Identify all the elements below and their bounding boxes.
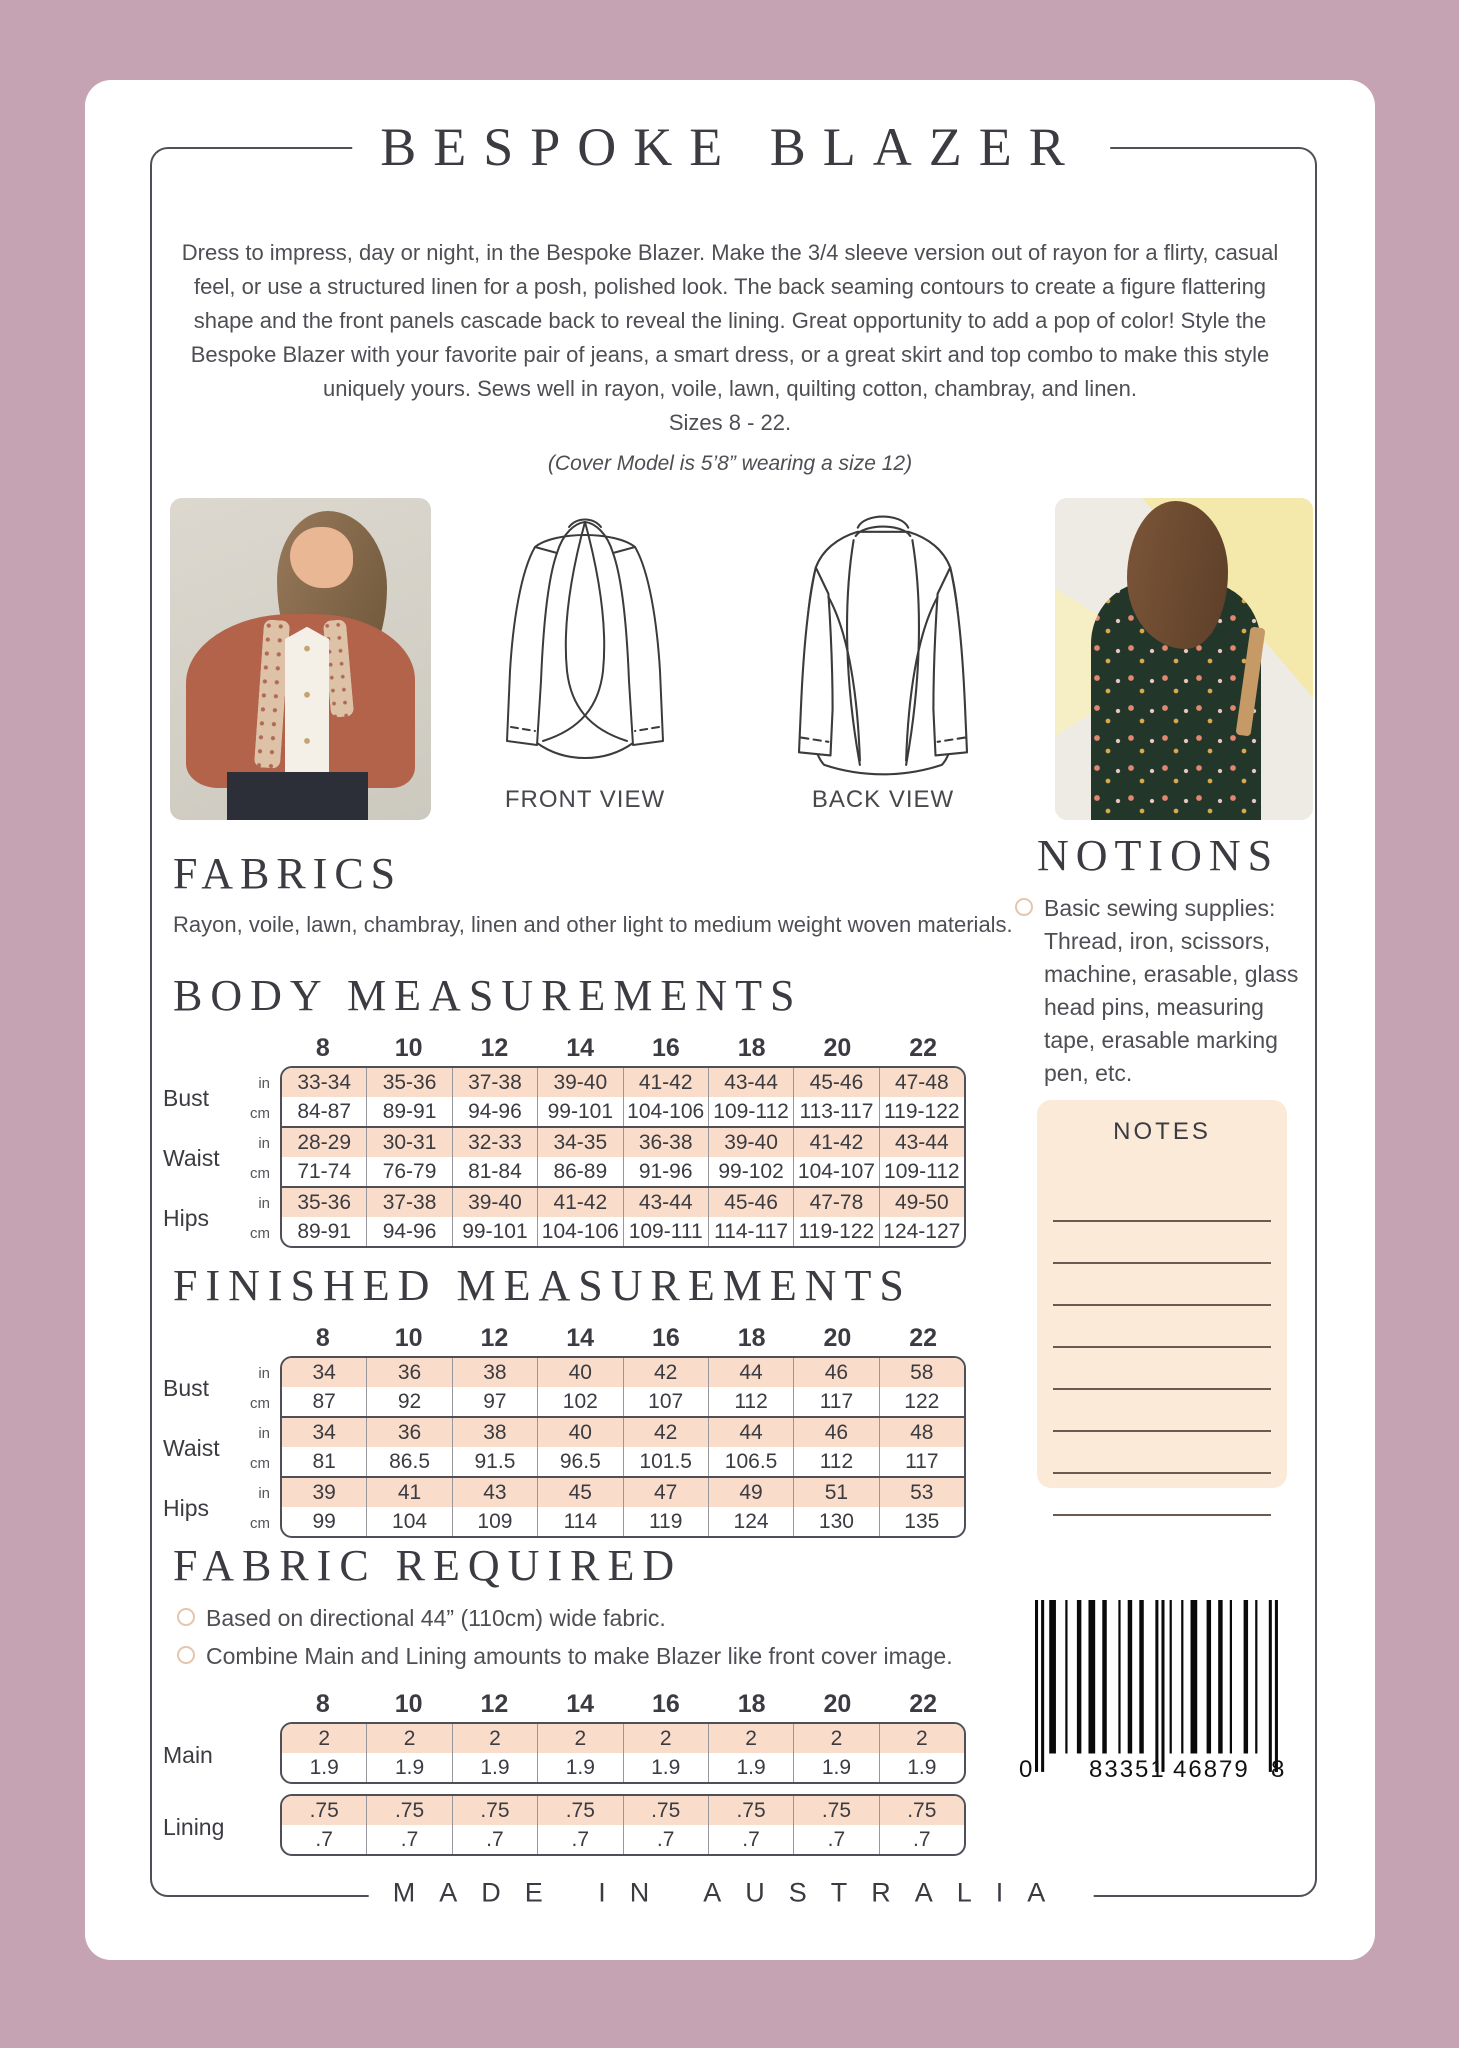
- notes-box: [1037, 1100, 1287, 1488]
- table-cell: 45-46: [793, 1068, 878, 1097]
- table-cell: 1.9: [537, 1753, 622, 1782]
- bullet-circle-icon: [177, 1608, 195, 1626]
- table-cell: .75: [879, 1796, 964, 1825]
- page-title: BESPOKE BLAZER: [352, 116, 1110, 178]
- table-group: [282, 1126, 964, 1186]
- table-cell: 107: [623, 1387, 708, 1416]
- table-cell: 2: [623, 1724, 708, 1753]
- table-cell: 49-50: [879, 1188, 964, 1217]
- table-cell: 106.5: [708, 1447, 793, 1476]
- table-cell: 1.9: [793, 1753, 878, 1782]
- table-group: [282, 1724, 964, 1782]
- table-cell: .7: [623, 1825, 708, 1854]
- table-cell: 41-42: [793, 1128, 878, 1157]
- notes-ruled-line: [1053, 1430, 1271, 1432]
- table-cell: 2: [708, 1724, 793, 1753]
- bullet-circle-icon: [1015, 898, 1033, 916]
- barcode-digits: [1019, 1752, 1285, 1783]
- table-cell: .75: [793, 1796, 878, 1825]
- fabric-required-bullet-1: [177, 1602, 666, 1635]
- row-label-group: [145, 1068, 280, 1128]
- table-cell: 71-74: [297, 1160, 352, 1183]
- table-cell: 2: [537, 1724, 622, 1753]
- table-cell: 112: [793, 1447, 878, 1476]
- size-label: 14: [566, 1033, 595, 1062]
- table-cell: 46: [793, 1418, 878, 1447]
- table-cell: 38: [452, 1358, 537, 1387]
- table-cell: 51: [793, 1478, 878, 1507]
- table-cell: .75: [452, 1796, 537, 1825]
- row-label-group: [145, 1724, 280, 1786]
- table-cell: 91.5: [452, 1447, 537, 1476]
- row-label-group: [145, 1796, 280, 1858]
- table-cell: 114-117: [708, 1217, 793, 1246]
- table-box: [280, 1722, 966, 1784]
- notes-ruled-line: [1053, 1514, 1271, 1516]
- cover-model-note: (Cover Model is 5’8” wearing a size 12): [547, 452, 913, 475]
- table-cell: 43-44: [623, 1188, 708, 1217]
- table-row: [282, 1507, 964, 1536]
- table-cell: 2: [793, 1724, 878, 1753]
- table-group: [282, 1186, 964, 1246]
- notes-ruled-line: [1053, 1388, 1271, 1390]
- table-cell: 2: [366, 1724, 451, 1753]
- size-label: 18: [737, 1323, 766, 1352]
- table-cell: 109: [452, 1507, 537, 1536]
- unit-labels: [250, 1128, 270, 1188]
- row-label: Bust: [163, 1084, 210, 1111]
- table-cell: 40: [537, 1358, 622, 1387]
- table-cell: 35-36: [366, 1068, 451, 1097]
- table-cell: 84-87: [297, 1100, 352, 1123]
- unit-label: cm: [250, 1224, 270, 1242]
- notions-bullet: [1015, 892, 1305, 1090]
- notes-ruled-line: [1053, 1346, 1271, 1348]
- finished-measurements-table: [145, 1320, 966, 1538]
- size-label: 18: [737, 1689, 766, 1718]
- table-cell: 89-91: [366, 1097, 451, 1126]
- front-view-caption: FRONT VIEW: [504, 786, 666, 813]
- bullet-text: Combine Main and Lining amounts to make Blazer like front cover image.: [206, 1643, 953, 1669]
- fabrics-text: Rayon, voile, lawn, chambray, linen and other light to medium weight woven materials.: [173, 912, 1013, 937]
- table-cell: 99: [312, 1510, 336, 1533]
- barcode: [1019, 1600, 1285, 1806]
- notes-ruled-line: [1053, 1220, 1271, 1222]
- table-data: [280, 1320, 966, 1538]
- table-cell: 41-42: [537, 1188, 622, 1217]
- fabrics-heading: FABRICS: [173, 849, 403, 898]
- barcode-digit-right: 8: [1271, 1756, 1285, 1783]
- row-label: Hips: [163, 1494, 210, 1521]
- table-group: [282, 1416, 964, 1476]
- table-cell: .75: [309, 1799, 339, 1822]
- table-cell: 39: [312, 1481, 336, 1504]
- model-photo-front: [170, 498, 431, 820]
- table-cell: 43-44: [708, 1068, 793, 1097]
- table-cell: 86-89: [537, 1157, 622, 1186]
- table-cell: 96.5: [537, 1447, 622, 1476]
- unit-label: cm: [250, 1514, 270, 1532]
- unit-label: cm: [250, 1394, 270, 1412]
- size-label: 22: [909, 1689, 938, 1718]
- table-cell: 112: [708, 1387, 793, 1416]
- size-label: 8: [315, 1323, 330, 1352]
- table-cell: 94-96: [366, 1217, 451, 1246]
- table-cell: 117: [879, 1447, 964, 1476]
- size-label: 22: [909, 1033, 938, 1062]
- size-label: 14: [566, 1689, 595, 1718]
- notes-heading: NOTES: [1113, 1118, 1211, 1145]
- table-cell: 130: [793, 1507, 878, 1536]
- table-cell: 99-101: [452, 1217, 537, 1246]
- table-cell: 76-79: [366, 1157, 451, 1186]
- size-header-row: [280, 1030, 966, 1066]
- table-cell: 135: [879, 1507, 964, 1536]
- finished-measurements-heading: FINISHED MEASUREMENTS: [173, 1261, 912, 1310]
- table-cell: 47-48: [879, 1068, 964, 1097]
- table-cell: .7: [879, 1825, 964, 1854]
- table-row: [282, 1217, 964, 1246]
- unit-labels: [250, 1418, 270, 1478]
- size-header-row: [280, 1686, 966, 1722]
- table-cell: 122: [879, 1387, 964, 1416]
- table-cell: 109-111: [623, 1217, 708, 1246]
- table-cell: 1.9: [708, 1753, 793, 1782]
- table-row: [282, 1753, 964, 1782]
- table-cell: 37-38: [452, 1068, 537, 1097]
- table-cell: 119-122: [793, 1217, 878, 1246]
- size-label: 8: [315, 1689, 330, 1718]
- size-label: 12: [480, 1689, 509, 1718]
- table-data: [280, 1686, 966, 1868]
- table-cell: 38: [452, 1418, 537, 1447]
- notes-lines: [1053, 1180, 1271, 1516]
- table-cell: 37-38: [366, 1188, 451, 1217]
- notions-heading: NOTIONS: [1037, 831, 1280, 880]
- table-group: [282, 1068, 964, 1126]
- table-cell: .7: [452, 1825, 537, 1854]
- table-cell: 91-96: [623, 1157, 708, 1186]
- body-measurements-heading: BODY MEASUREMENTS: [173, 971, 803, 1020]
- size-label: 12: [480, 1323, 509, 1352]
- unit-labels: [250, 1478, 270, 1538]
- unit-label: in: [258, 1194, 270, 1212]
- table-cell: 45: [537, 1478, 622, 1507]
- notes-ruled-line: [1053, 1262, 1271, 1264]
- size-label: 10: [394, 1033, 423, 1062]
- table-cell: 1.9: [366, 1753, 451, 1782]
- table-cell: .7: [793, 1825, 878, 1854]
- unit-label: cm: [250, 1104, 270, 1122]
- row-label: Waist: [163, 1434, 220, 1461]
- size-label: 18: [737, 1033, 766, 1062]
- model-jeans: [227, 772, 368, 820]
- table-cell: 1.9: [452, 1753, 537, 1782]
- table-cell: 35-36: [297, 1191, 352, 1214]
- row-label: Main: [163, 1741, 213, 1768]
- table-cell: 114: [537, 1507, 622, 1536]
- notes-ruled-line: [1053, 1472, 1271, 1474]
- blazer-back-sketch: [757, 500, 1009, 782]
- table-cell: 81-84: [452, 1157, 537, 1186]
- table-row: [282, 1478, 964, 1507]
- table-cell: 40: [537, 1418, 622, 1447]
- table-cell: 41: [366, 1478, 451, 1507]
- table-cell: 102: [537, 1387, 622, 1416]
- table-data: [280, 1030, 966, 1248]
- row-label-group: [145, 1358, 280, 1418]
- table-cell: 39-40: [537, 1068, 622, 1097]
- table-box: [280, 1794, 966, 1856]
- table-cell: 44: [708, 1418, 793, 1447]
- sizes-line: Sizes 8 - 22.: [668, 410, 792, 435]
- table-cell: 43: [452, 1478, 537, 1507]
- table-row: [282, 1188, 964, 1217]
- size-label: 10: [394, 1323, 423, 1352]
- table-cell: 2: [879, 1724, 964, 1753]
- table-cell: 53: [879, 1478, 964, 1507]
- model-photo-back: [1055, 498, 1313, 820]
- barcode-bars: [1035, 1600, 1281, 1776]
- table-cell: 36-38: [623, 1128, 708, 1157]
- table-cell: 43-44: [879, 1128, 964, 1157]
- model-face: [290, 527, 353, 588]
- table-cell: 109-112: [879, 1157, 964, 1186]
- size-label: 16: [651, 1689, 680, 1718]
- table-row: [282, 1796, 964, 1825]
- unit-label: in: [258, 1364, 270, 1382]
- table-cell: 86.5: [366, 1447, 451, 1476]
- table-cell: 33-34: [297, 1071, 352, 1094]
- table-cell: .75: [366, 1796, 451, 1825]
- table-cell: 28-29: [297, 1131, 352, 1154]
- table-cell: .7: [315, 1828, 333, 1851]
- size-label: 16: [651, 1033, 680, 1062]
- size-label: 16: [651, 1323, 680, 1352]
- table-cell: 2: [318, 1727, 331, 1750]
- table-group: [282, 1796, 964, 1854]
- table-cell: 94-96: [452, 1097, 537, 1126]
- row-label: Hips: [163, 1204, 210, 1231]
- table-cell: 41-42: [623, 1068, 708, 1097]
- table-cell: 49: [708, 1478, 793, 1507]
- table-row-labels: [145, 1030, 280, 1248]
- table-cell: 34: [312, 1361, 336, 1384]
- unit-label: in: [258, 1484, 270, 1502]
- table-cell: 36: [366, 1418, 451, 1447]
- size-header-row: [280, 1320, 966, 1356]
- table-cell: 39-40: [452, 1188, 537, 1217]
- table-cell: .75: [708, 1796, 793, 1825]
- table-box: [280, 1356, 966, 1538]
- row-label: Waist: [163, 1144, 220, 1171]
- table-cell: 44: [708, 1358, 793, 1387]
- table-row: [282, 1068, 964, 1097]
- intro-text: Dress to impress, day or night, in the Bespoke Blazer. Make the 3/4 sleeve version out of rayon for a flirty, casual feel, or use a structured linen for a posh, polished look. The back seaming contours to create a figure flattering shape and the front panels cascade back to reveal the lining. Great opportunity to add a pop of color! Style the Bespoke Blazer with your favorite pair of jeans, a smart dress, or a great skirt and top combo to make this style uniquely yours. Sews well in rayon, voile, lawn, quilting cotton, chambray, and linen.: [181, 240, 1279, 401]
- table-row: [282, 1447, 964, 1476]
- table-cell: 99-101: [537, 1097, 622, 1126]
- table-cell: 101.5: [623, 1447, 708, 1476]
- table-cell: 42: [623, 1358, 708, 1387]
- table-group: [282, 1476, 964, 1536]
- table-cell: .75: [623, 1796, 708, 1825]
- table-cell: 34-35: [537, 1128, 622, 1157]
- table-cell: 81: [312, 1450, 336, 1473]
- size-label: 20: [823, 1323, 852, 1352]
- table-row: [282, 1157, 964, 1186]
- barcode-group-2: 46879: [1173, 1756, 1250, 1783]
- bullet-text: Based on directional 44” (110cm) wide fabric.: [206, 1605, 666, 1631]
- table-cell: 104-107: [793, 1157, 878, 1186]
- fabric-required-table: [145, 1686, 966, 1868]
- table-cell: 58: [879, 1358, 964, 1387]
- table-cell: 39-40: [708, 1128, 793, 1157]
- size-label: 22: [909, 1323, 938, 1352]
- table-group: [282, 1358, 964, 1416]
- table-cell: 1.9: [879, 1753, 964, 1782]
- unit-labels: [250, 1188, 270, 1248]
- table-row: [282, 1724, 964, 1753]
- table-cell: 97: [452, 1387, 537, 1416]
- table-row-labels: [145, 1320, 280, 1538]
- table-row-labels: [145, 1686, 280, 1868]
- size-label: 14: [566, 1323, 595, 1352]
- row-label: Bust: [163, 1374, 210, 1401]
- notes-ruled-line: [1053, 1304, 1271, 1306]
- table-cell: 92: [366, 1387, 451, 1416]
- table-cell: 45-46: [708, 1188, 793, 1217]
- table-row: [282, 1387, 964, 1416]
- row-label: Lining: [163, 1813, 225, 1840]
- row-label-group: [145, 1478, 280, 1538]
- bullet-circle-icon: [177, 1646, 195, 1664]
- unit-label: in: [258, 1424, 270, 1442]
- table-row: [282, 1418, 964, 1447]
- table-cell: .7: [708, 1825, 793, 1854]
- table-cell: 32-33: [452, 1128, 537, 1157]
- table-cell: 47-78: [793, 1188, 878, 1217]
- table-cell: 109-112: [708, 1097, 793, 1126]
- barcode-digit-left: 0: [1019, 1756, 1033, 1783]
- table-cell: 47: [623, 1478, 708, 1507]
- front-view-drawing: [465, 500, 705, 782]
- table-cell: 104-106: [623, 1097, 708, 1126]
- row-label-group: [145, 1188, 280, 1248]
- row-label-group: [145, 1128, 280, 1188]
- table-cell: 119-122: [879, 1097, 964, 1126]
- table-cell: 1.9: [309, 1756, 339, 1779]
- table-cell: 119: [623, 1507, 708, 1536]
- back-view-caption: BACK VIEW: [811, 786, 955, 813]
- table-cell: 34: [312, 1421, 336, 1444]
- model-hair: [1127, 501, 1228, 649]
- fabric-required-heading: FABRIC REQUIRED: [173, 1541, 683, 1590]
- table-cell: 113-117: [793, 1097, 878, 1126]
- envelope-card: [85, 80, 1375, 1960]
- row-label-group: [145, 1418, 280, 1478]
- size-label: 20: [823, 1033, 852, 1062]
- intro-paragraph: [165, 236, 1295, 440]
- table-cell: 42: [623, 1418, 708, 1447]
- table-cell: 89-91: [297, 1220, 352, 1243]
- made-in-australia-footer: MADE IN AUSTRALIA: [369, 1878, 1094, 1909]
- size-label: 8: [315, 1033, 330, 1062]
- body-measurements-table: [145, 1030, 966, 1248]
- table-cell: 2: [452, 1724, 537, 1753]
- table-cell: 48: [879, 1418, 964, 1447]
- model-top: [285, 627, 329, 782]
- unit-label: cm: [250, 1164, 270, 1182]
- table-row: [282, 1358, 964, 1387]
- table-cell: 46: [793, 1358, 878, 1387]
- table-cell: 124: [708, 1507, 793, 1536]
- unit-labels: [250, 1068, 270, 1128]
- size-label: 12: [480, 1033, 509, 1062]
- size-label: 10: [394, 1689, 423, 1718]
- table-cell: 104: [366, 1507, 451, 1536]
- table-cell: .7: [537, 1825, 622, 1854]
- blazer-front-sketch: [465, 500, 705, 782]
- table-cell: 36: [366, 1358, 451, 1387]
- table-row: [282, 1128, 964, 1157]
- size-label: 20: [823, 1689, 852, 1718]
- unit-label: cm: [250, 1454, 270, 1472]
- unit-label: in: [258, 1074, 270, 1092]
- table-cell: 99-102: [708, 1157, 793, 1186]
- table-cell: 104-106: [537, 1217, 622, 1246]
- table-row: [282, 1825, 964, 1854]
- unit-label: in: [258, 1134, 270, 1152]
- table-box: [280, 1066, 966, 1248]
- back-view-drawing: [757, 500, 1009, 782]
- table-cell: .7: [366, 1825, 451, 1854]
- table-cell: 87: [312, 1390, 336, 1413]
- table-row: [282, 1097, 964, 1126]
- table-cell: 1.9: [623, 1753, 708, 1782]
- notions-text: Basic sewing supplies: Thread, iron, scissors, machine, erasable, glass head pins, measuring tape, erasable marking pen, etc.: [1044, 895, 1299, 1086]
- barcode-group-1: 83351: [1089, 1756, 1166, 1783]
- fabric-required-bullet-2: [177, 1640, 953, 1673]
- table-cell: 124-127: [879, 1217, 964, 1246]
- unit-labels: [250, 1358, 270, 1418]
- table-cell: 117: [793, 1387, 878, 1416]
- table-cell: .75: [537, 1796, 622, 1825]
- table-cell: 30-31: [366, 1128, 451, 1157]
